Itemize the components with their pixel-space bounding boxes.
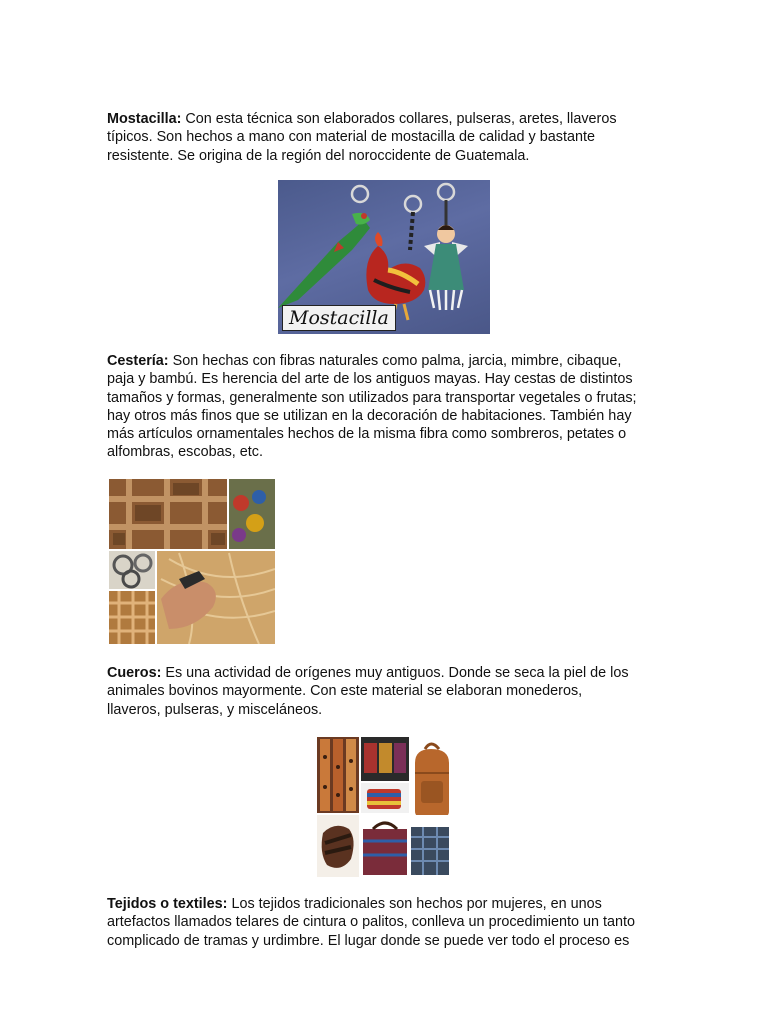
mostacilla-photo [278,180,490,334]
paragraph-tejidos [107,895,663,950]
text-line: animales bovinos mayormente. Con este material se elaboran monederos, [107,683,583,700]
heading-tejidos: Tejidos o textiles: [107,896,228,912]
text-line: Con esta técnica son elaborados collares, pulseras, aretes, llaveros [181,111,617,127]
heading-cueros: Cueros: [107,665,162,681]
basketry-collage-illustration [109,479,275,644]
text-line: paja y bambú. Es herencia del arte de los antiguos mayas. Hay cestas de distintos [107,371,633,388]
text-line: hay otros más finos que se utilizan en la decoración de habitaciones. También hay [107,407,632,424]
leather-goods-collage-illustration [317,737,452,877]
text-line: artefactos llamados telares de cintura o palitos, conlleva un procedimiento un tanto [107,914,635,931]
text-line: resistente. Se origina de la región del noroccidente de Guatemala. [107,147,530,164]
cesteria-collage [109,479,275,644]
image-caption: Mostacilla [282,305,396,331]
text-line: Son hechas con fibras naturales como palma, jarcia, mimbre, cibaque, [168,353,622,369]
paragraph-cesteria [107,352,663,462]
heading-cesteria: Cestería: [107,353,169,369]
paragraph-cueros [107,664,663,719]
text-line: más artículos ornamentales hechos de la misma fibra como sombreros, petates o [107,426,627,443]
heading-mostacilla: Mostacilla: [107,111,182,127]
text-line: Los tejidos tradicionales son hechos por mujeres, en unos [227,896,602,912]
text-line: típicos. Son hechos a mano con material de mostacilla de calidad y bastante [107,129,595,146]
paragraph-mostacilla [107,110,663,165]
cueros-collage [317,737,452,877]
text-line: alfombras, escobas, etc. [107,444,263,461]
text-line: complicado de tramas y urdimbre. El lugar donde se puede ver todo el proceso es [107,932,630,949]
text-line: llaveros, pulseras, y misceláneos. [107,701,323,718]
text-line: Es una actividad de orígenes muy antiguos. Donde se seca la piel de los [161,665,629,681]
text-line: tamaños y formas, generalmente son utilizados para transportar vegetales o frutas; [107,389,637,406]
